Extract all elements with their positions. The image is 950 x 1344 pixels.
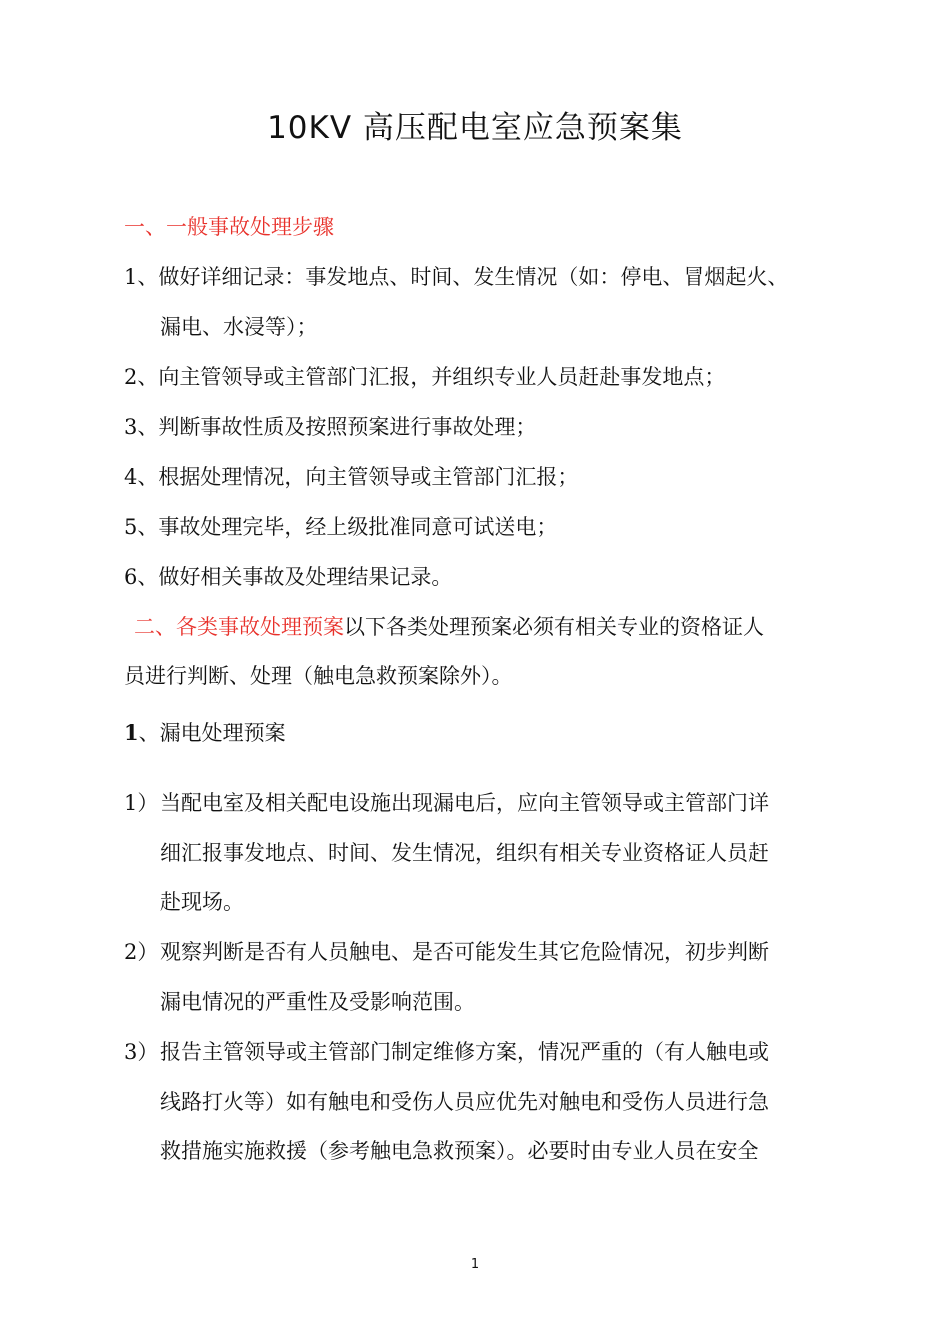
section1-item-1-line2: 漏电、水浸等）； xyxy=(160,315,318,339)
sub1-step-2-number: 2） xyxy=(124,940,159,964)
document-title: 10KV 高压配电室应急预案集 xyxy=(267,110,683,146)
sub1-number: 1 xyxy=(124,720,139,745)
page-number: 1 xyxy=(470,1257,480,1272)
sub1-step-3-line3: 救措施实施救援（参考触电急救预案）。必要时由专业人员在安全 xyxy=(160,1139,759,1163)
sub1-step-1-number: 1） xyxy=(124,791,159,815)
section2-intro-line2: 员进行判断、处理（触电急救预案除外）。 xyxy=(124,664,513,688)
sub1-step-1-line2: 细汇报事发地点、时间、发生情况，组织有相关专业资格证人员赶 xyxy=(160,841,769,865)
section1-heading: 一、一般事故处理步骤 xyxy=(124,215,334,239)
section2-paragraph-line1 xyxy=(134,612,764,642)
sub1-step-3-line2: 线路打火等）如有触电和受伤人员应优先对触电和受伤人员进行急 xyxy=(160,1090,769,1114)
sub1-step-3-line1: 报告主管领导或主管部门制定维修方案，情况严重的（有人触电或 xyxy=(160,1040,769,1064)
section1-item-3: 3、判断事故性质及按照预案进行事故处理； xyxy=(124,415,537,439)
sub1-heading-line xyxy=(124,718,286,748)
section2-heading: 二、各类事故处理预案 xyxy=(134,615,344,639)
section1-item-1-line1: 1、做好详细记录：事发地点、时间、发生情况（如：停电、冒烟起火、 xyxy=(124,265,789,289)
sub1-step-2-line1: 观察判断是否有人员触电、是否可能发生其它危险情况，初步判断 xyxy=(160,940,769,964)
section1-item-4: 4、根据处理情况，向主管领导或主管部门汇报； xyxy=(124,465,579,489)
section1-item-2: 2、向主管领导或主管部门汇报，并组织专业人员赶赴事发地点； xyxy=(124,365,726,389)
section1-item-5: 5、事故处理完毕，经上级批准同意可试送电； xyxy=(124,515,558,539)
section2-intro-line1: 以下各类处理预案必须有相关专业的资格证人 xyxy=(344,615,764,639)
sub1-step-2-line2: 漏电情况的严重性及受影响范围。 xyxy=(160,990,475,1014)
sub1-step-1-line3: 赴现场。 xyxy=(160,890,244,914)
section1-item-6: 6、做好相关事故及处理结果记录。 xyxy=(124,565,453,589)
sub1-heading: 、漏电处理预案 xyxy=(138,721,286,745)
sub1-step-1-line1: 当配电室及相关配电设施出现漏电后，应向主管领导或主管部门详 xyxy=(160,791,769,815)
sub1-step-3-number: 3） xyxy=(124,1040,159,1064)
